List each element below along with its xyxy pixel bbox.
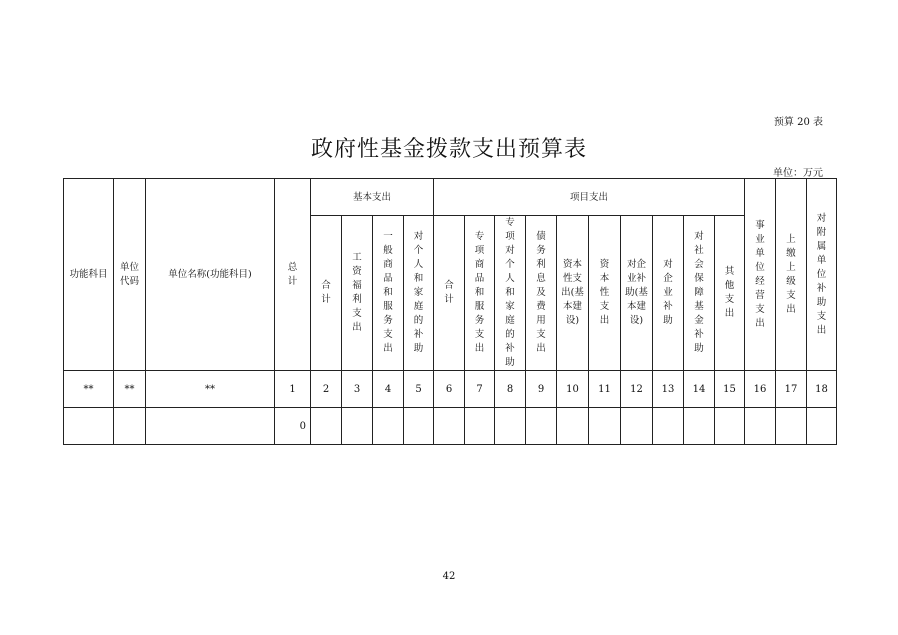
empty-cell [64,408,114,445]
header-other-1: 上缴上级支出 [776,179,807,371]
column-number: 6 [434,371,465,408]
page-title: 政府性基金拨款支出预算表 [310,137,587,162]
empty-cell [404,408,434,445]
empty-cell [495,408,526,445]
empty-cell [557,408,589,445]
empty-cell [589,408,621,445]
budget-table [63,178,837,445]
column-number: 5 [404,371,434,408]
column-number: 13 [653,371,684,408]
column-number: 8 [495,371,526,408]
column-number: 3 [342,371,373,408]
header-code: 单位代码 [114,179,146,371]
header-project-group: 项目支出 [434,179,745,216]
column-number: 4 [373,371,404,408]
column-number: 10 [557,371,589,408]
header-project-3: 债务利息及费用支出 [526,216,557,371]
header-project-9: 其他支出 [715,216,745,371]
empty-cell [684,408,715,445]
header-total: 总计 [275,179,311,371]
column-number: 1 [275,371,311,408]
empty-cell [745,408,776,445]
stars-cell: ** [114,371,146,408]
table-row [64,408,837,445]
empty-cell [653,408,684,445]
stars-cell: ** [64,371,114,408]
empty-cell [311,408,342,445]
header-name: 单位名称(功能科目) [146,179,275,371]
empty-cell [621,408,653,445]
header-project-6: 对企业补助(基本建设) [621,216,653,371]
header-project-5: 资本性支出 [589,216,621,371]
table-number-tag: 预算 20 表 [773,117,823,128]
empty-cell [465,408,495,445]
column-number: 16 [745,371,776,408]
empty-cell [434,408,465,445]
column-number: 18 [807,371,837,408]
table-row [64,371,837,408]
header-project-4: 资本性支出(基本建设) [557,216,589,371]
total-value: 0 [275,408,311,445]
column-number: 11 [589,371,621,408]
empty-cell [807,408,837,445]
header-other-0: 事业单位经营支出 [745,179,776,371]
header-func: 功能科目 [64,179,114,371]
column-number: 9 [526,371,557,408]
header-project-0: 合计 [434,216,465,371]
header-basic-3: 对个人和家庭的补助 [404,216,434,371]
header-basic-1: 工资福利支出 [342,216,373,371]
header-basic-group: 基本支出 [311,179,434,216]
header-basic-2: 一般商品和服务支出 [373,216,404,371]
header-basic-0: 合计 [311,216,342,371]
empty-cell [146,408,275,445]
empty-cell [715,408,745,445]
column-number: 15 [715,371,745,408]
header-project-8: 对社会保障基金补助 [684,216,715,371]
page-number: 42 [442,571,456,582]
header-project-1: 专项商品和服务支出 [465,216,495,371]
empty-cell [526,408,557,445]
empty-cell [114,408,146,445]
column-number: 7 [465,371,495,408]
column-number: 2 [311,371,342,408]
empty-cell [776,408,807,445]
stars-cell: ** [146,371,275,408]
column-number: 17 [776,371,807,408]
header-project-2: 专项对个人和家庭的补助 [495,216,526,371]
header-project-7: 对企业补助 [653,216,684,371]
empty-cell [342,408,373,445]
unit-label: 单位：万元 [773,168,823,179]
empty-cell [373,408,404,445]
header-other-2: 对附属单位补助支出 [807,179,837,371]
column-number: 14 [684,371,715,408]
column-number: 12 [621,371,653,408]
